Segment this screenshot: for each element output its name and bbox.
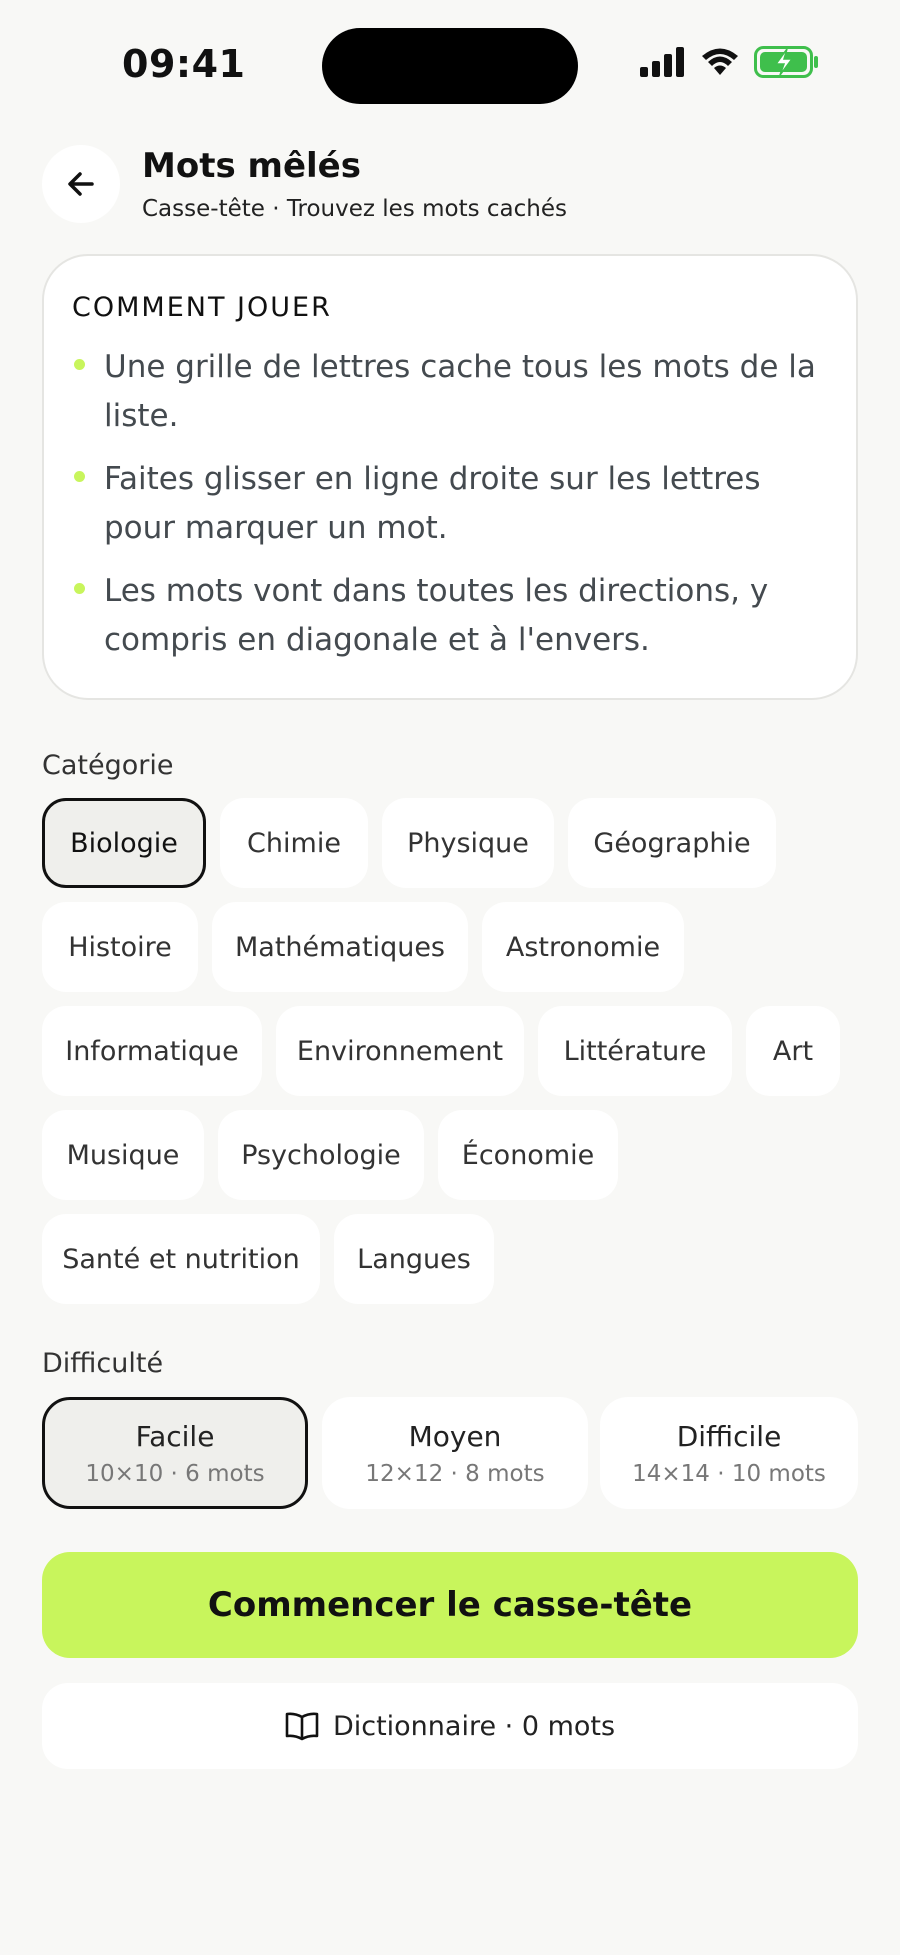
chip-informatique[interactable]: Informatique [42,1006,262,1096]
difficulty-meta: 10×10 · 6 mots [85,1460,265,1487]
how-to-play-item [72,455,828,553]
chip-chimie[interactable]: Chimie [220,798,368,888]
chip-musique[interactable]: Musique [42,1110,204,1200]
chip-physique[interactable]: Physique [382,798,554,888]
how-to-play-text: Faites glisser en ligne droite sur les lettres pour marquer un mot. [104,461,761,546]
battery-charging-icon [754,46,820,78]
status-time: 09:41 [122,42,246,86]
difficulty-meta: 12×12 · 8 mots [365,1460,545,1487]
category-label: Catégorie [42,750,174,781]
difficulty-name: Moyen [408,1419,502,1453]
chip-geographie[interactable]: Géographie [568,798,776,888]
wifi-icon [700,47,740,77]
chip-litterature[interactable]: Littérature [538,1006,732,1096]
bullet-dot [74,359,85,370]
chip-environnement[interactable]: Environnement [276,1006,524,1096]
signal-icon [640,47,686,77]
difficulty-difficile[interactable] [600,1397,858,1509]
difficulty-moyen[interactable] [322,1397,588,1509]
how-to-play-list [72,343,828,665]
chip-art[interactable]: Art [746,1006,840,1096]
difficulty-facile[interactable] [42,1397,308,1509]
dynamic-island [322,28,578,104]
chip-biologie[interactable]: Biologie [42,798,206,888]
chip-histoire[interactable]: Histoire [42,902,198,992]
dictionary-label: Dictionnaire · 0 mots [332,1710,616,1742]
chip-sante-et-nutrition[interactable]: Santé et nutrition [42,1214,320,1304]
how-to-play-text: Une grille de lettres cache tous les mots de la liste. [104,349,816,434]
start-puzzle-button[interactable]: Commencer le casse-tête [42,1552,858,1658]
chip-economie[interactable]: Économie [438,1110,618,1200]
back-button[interactable] [42,145,120,223]
status-icons [640,46,820,78]
status-bar [0,0,900,130]
dictionary-button[interactable] [42,1683,858,1769]
chip-langues[interactable]: Langues [334,1214,494,1304]
chip-psychologie[interactable]: Psychologie [218,1110,424,1200]
difficulty-name: Facile [135,1419,215,1453]
difficulty-meta: 14×14 · 10 mots [632,1460,826,1487]
how-to-play-title: COMMENT JOUER [72,292,332,323]
chip-mathematiques[interactable]: Mathématiques [212,902,468,992]
how-to-play-card [42,254,858,700]
bullet-dot [74,471,85,482]
page-title: Mots mêlés [142,146,361,186]
bullet-dot [74,583,85,594]
difficulty-label: Difficulté [42,1348,164,1379]
difficulty-name: Difficile [676,1419,782,1453]
how-to-play-item [72,343,828,441]
page-subtitle: Casse-tête · Trouvez les mots cachés [142,196,567,222]
arrow-left-icon [64,167,98,201]
how-to-play-text: Les mots vont dans toutes les directions, y compris en diagonale et à l'envers. [104,573,769,658]
how-to-play-item [72,567,828,665]
chip-astronomie[interactable]: Astronomie [482,902,684,992]
book-open-icon [285,1711,319,1741]
